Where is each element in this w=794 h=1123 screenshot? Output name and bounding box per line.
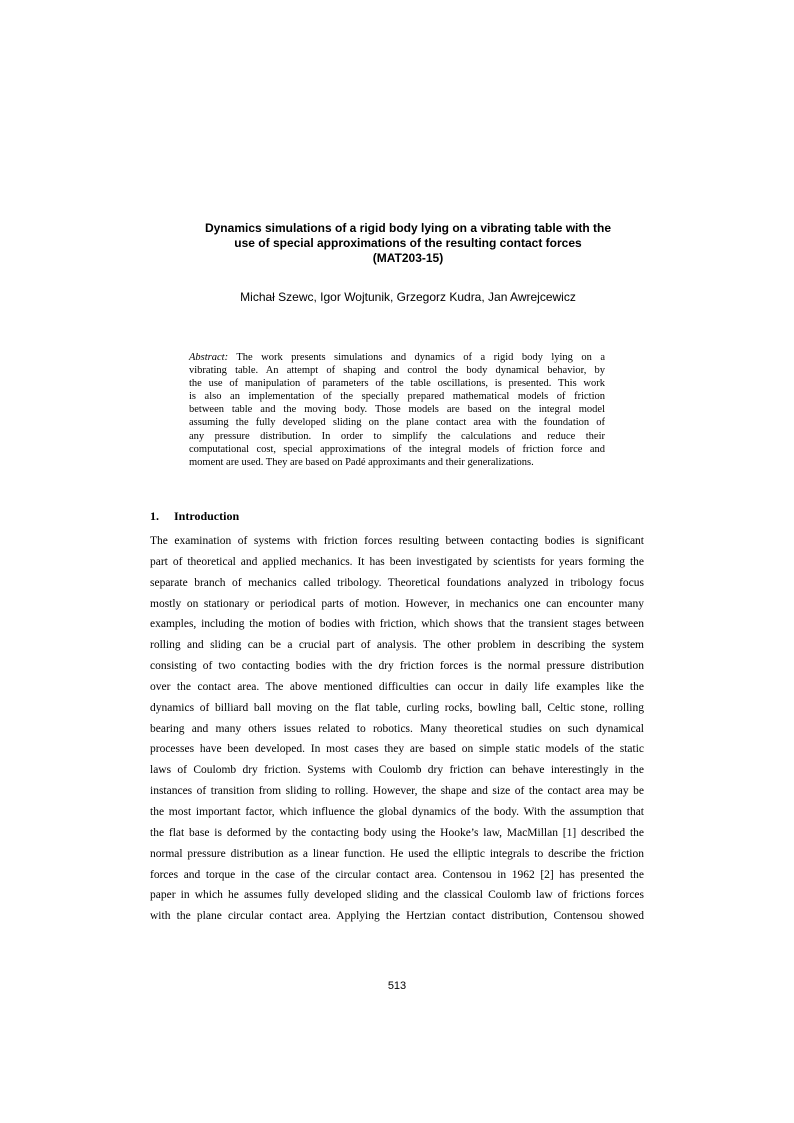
body-line-3: separate branch of mechanics called tribology. Theoretical foundations analyzed in tribology focus	[150, 576, 644, 589]
title-line-1: Dynamics simulations of a rigid body lying on a vibrating table with the	[204, 221, 612, 235]
abstract	[189, 351, 605, 469]
author-list: Michał Szewc, Igor Wojtunik, Grzegorz Kudra, Jan Awrejcewicz	[240, 290, 576, 304]
body-line-6: rolling and sliding can be a crucial part of analysis. The other problem in describing the system	[150, 639, 644, 652]
body-line-5: examples, including the motion of bodies with friction, which shows that the transient stages between	[150, 618, 644, 631]
title-line-2: use of special approximations of the resulting contact forces	[234, 236, 582, 250]
abstract-line-3: the use of manipulation of parameters of the table oscillations, is presented. This work	[189, 378, 605, 390]
body-line-4: mostly on stationary or periodical parts of motion. However, in mechanics one can encounter many	[150, 597, 644, 610]
body-line-13: instances of transition from sliding to rolling. However, the shape and size of the contact area may be	[150, 785, 644, 798]
body-line-17: forces and torque in the case of the circular contact area. Contensou in 1962 [2] has presented the	[150, 868, 644, 881]
section-title: Introduction	[174, 509, 240, 523]
section-number: 1.	[150, 509, 159, 523]
body-line-10: bearing and many others issues related to robotics. Many theoretical studies on such dynamical	[150, 722, 644, 735]
abstract-line	[189, 351, 605, 364]
body-line-18: paper in which he assumes fully developed sliding and the classical Coulomb law of frictions forces	[150, 889, 644, 902]
page-number: 513	[387, 980, 407, 992]
abstract-line-6: assuming the fully developed sliding on the plane contact area with the foundation of	[189, 417, 605, 429]
body-line-12: laws of Coulomb dry friction. Systems with Coulomb dry friction can behave interestingly in the	[150, 764, 644, 777]
body-line-19: with the plane circular contact area. Applying the Hertzian contact distribution, Contensou showed	[150, 910, 644, 923]
abstract-line-8: computational cost, special approximations of the integral models of friction force and	[189, 443, 605, 455]
abstract-line-4: is also an implementation of the specially prepared mathematical models of friction	[189, 391, 605, 403]
abstract-line-1: The work presents simulations and dynamics of a rigid body lying on a	[228, 352, 605, 363]
body-line-14: the most important factor, which influence the global dynamics of the body. With the assumption that	[150, 805, 644, 818]
body-line-11: processes have been developed. In most cases they are based on simple static models of the static	[150, 743, 644, 756]
body-line-16: normal pressure distribution as a linear function. He used the elliptic integrals to describe the friction	[150, 847, 644, 860]
body-line-7: consisting of two contacting bodies with the dry friction forces is the normal pressure distribution	[150, 660, 644, 673]
abstract-line-9: moment are used. They are based on Padé approximants and their generalizations.	[189, 456, 534, 468]
abstract-line-5: between table and the moving body. Those models are based on the integral model	[189, 404, 605, 416]
title-line-3: (MAT203-15)	[372, 251, 444, 265]
body-line-2: part of theoretical and applied mechanics. It has been investigated by scientists for years forming the	[150, 555, 644, 568]
body-line-9: dynamics of billiard ball moving on the flat table, curling rocks, bowling ball, Celtic stone, rolling	[150, 701, 644, 714]
body-line-8: over the contact area. The above mentioned difficulties can occur in daily life examples like the	[150, 680, 644, 693]
abstract-label: Abstract:	[189, 352, 229, 363]
body-line-1: The examination of systems with friction forces resulting between contacting bodies is significant	[150, 535, 644, 547]
paper-title	[150, 221, 666, 266]
abstract-line-2: vibrating table. An attempt of shaping and control the body dynamical behavior, by	[189, 365, 605, 377]
body-text	[150, 531, 644, 927]
section-heading	[150, 509, 239, 523]
abstract-line-7: any pressure distribution. In order to simplify the calculations and reduce their	[189, 430, 605, 442]
body-line-15: the flat base is deformed by the contacting body using the Hooke’s law, MacMillan [1] described the	[150, 826, 644, 839]
